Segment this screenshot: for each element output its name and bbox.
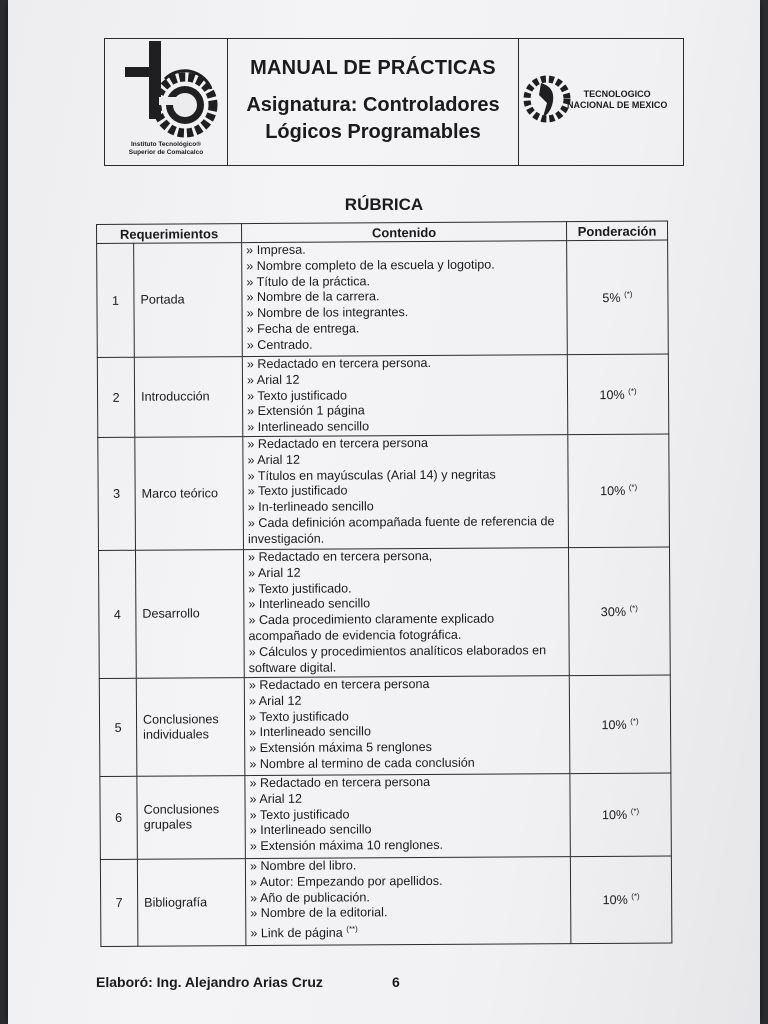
content-item [247,371,563,389]
table-row [97,240,669,357]
content-item [249,708,565,726]
row-requirement: Conclusiones individuales [136,678,245,777]
content-item [248,514,564,548]
row-content [245,857,571,946]
content-item [250,857,566,875]
content-item [246,257,562,275]
row-number: 3 [98,437,136,550]
row-weight [567,354,668,435]
header-content: Contenido [242,222,567,243]
content-item [249,739,565,757]
content-item [247,403,563,421]
rubric-body [97,240,672,946]
content-item-text: Extensión máxima 10 renglones. [260,838,444,854]
weight-value: 30% [600,604,627,620]
content-item-text: Redactado en tercera persona. [257,355,432,372]
row-number: 5 [99,678,137,776]
content-item [248,611,564,645]
weight-value: 10% [600,484,626,499]
content-item-text: Año de publicación. [259,889,370,905]
content-item [247,304,563,322]
content-item-text: Link de página [260,925,343,941]
content-item-text: Arial 12 [256,372,300,387]
table-row [98,547,670,678]
content-item-text: Texto justificado. [258,581,352,596]
content-item [250,873,566,891]
manual-title: MANUAL DE PRÁCTICAS [250,57,496,79]
content-item [247,355,563,373]
row-weight [569,675,671,774]
itsc-name-line1: Instituto Tecnológico® [130,141,202,148]
content-item [248,548,564,566]
content-item-text: Nombre de los integrantes. [257,305,409,321]
content-item-text: Arial 12 [257,565,301,580]
itsc-name-line2: Superior de Comalcalco [128,149,204,156]
content-item-text: Cálculos y procedimientos analíticos elaborados en software digital. [248,643,547,675]
content-item [247,435,563,453]
content-item [250,905,566,923]
content-item [248,498,564,516]
table-row [98,434,670,550]
header-weight: Ponderación [566,221,667,241]
weight-footnote-mark: (*) [630,716,639,726]
subject-line-2: Lógicos Programables [265,121,481,143]
content-item [246,289,562,307]
row-content [242,241,568,357]
table-row [100,773,671,859]
weight-value: 10% [599,387,625,403]
weight-footnote-mark: (*) [629,603,638,613]
content-item [249,692,565,710]
content-item-text: Arial 12 [259,791,303,806]
content-item-text: Nombre del libro. [260,858,357,874]
content-item-text: Texto justificado [259,807,350,822]
document-page [8,0,760,1024]
row-requirement: Desarrollo [135,550,244,679]
content-item-text: Interlineado sencillo [258,596,371,612]
document-header [104,38,684,166]
tecnm-logo [519,39,683,165]
content-item [247,467,563,485]
content-item [250,920,566,942]
content-item-text: Impresa. [256,242,306,258]
weight-footnote-mark: (*) [631,892,640,902]
row-requirement: Conclusiones grupales [137,776,246,860]
content-item-text: Centrado. [257,337,313,352]
content-item-text: Interlineado sencillo [257,419,370,435]
content-item-text: Redactado en tercera persona, [258,548,433,565]
subject-line-1: Asignatura: Controladores [246,94,500,116]
content-item [249,790,565,808]
weight-footnote-mark: (*) [628,483,638,493]
weight-footnote-mark: (*) [624,289,633,299]
row-weight [567,240,669,355]
content-item [247,320,563,338]
content-item [250,889,566,907]
content-item-text: Nombre al termino de cada conclusión [259,755,475,771]
row-content [243,435,569,550]
header-requirements: Requerimientos [97,224,242,244]
weight-value: 10% [602,893,628,908]
content-item [246,241,562,259]
content-item [247,418,563,436]
tecnm-name-line1: TECNOLOGICO [583,89,651,99]
table-row [97,354,668,437]
content-item-text: Nombre de la editorial. [260,905,388,921]
tecnm-gear-icon [523,61,573,141]
row-number: 6 [100,776,138,859]
row-content [242,355,567,437]
page-number: 6 [392,974,400,990]
content-item [250,837,566,855]
row-number: 4 [98,550,136,678]
content-item-text: Título de la práctica. [256,273,371,289]
table-row [99,675,671,776]
content-item-text: Extensión 1 página [257,403,365,419]
content-item [247,336,563,354]
weight-value: 10% [601,808,628,823]
content-item [250,822,566,840]
content-item-text: Texto justificado [259,709,349,724]
row-requirement: Portada [134,243,243,358]
weight-value: 10% [601,717,627,733]
itsc-logo [105,39,228,165]
row-requirement: Bibliografía [137,859,246,947]
content-item [247,387,563,405]
content-item [248,564,564,582]
content-item-text: Cada procedimiento claramente explicado acompañado de evidencia fotográfica. [248,611,495,644]
content-item [248,596,564,614]
content-item [249,676,565,694]
content-item [249,724,565,742]
row-number: 1 [97,243,135,357]
content-item-text: Títulos en mayúsculas (Arial 14) y negritas [257,467,496,483]
row-weight [570,856,672,944]
content-item-text: Arial 12 [257,452,301,467]
weight-value: 5% [602,290,621,306]
content-item-text: Texto justificado [257,483,348,499]
weight-footnote-mark: (*) [628,386,637,396]
weight-footnote-mark: (*) [630,807,640,817]
content-item [249,774,565,792]
row-number: 2 [97,357,134,437]
content-item-text: Extensión máxima 5 renglones [259,740,432,756]
content-item-text: Nombre completo de la escuela y logotipo. [256,257,495,273]
content-item-text: Interlineado sencillo [260,822,372,838]
content-item-text: Cada definición acompañada fuente de referencia de investigación. [247,514,555,546]
content-item [250,806,566,824]
content-item [249,755,565,773]
row-content [245,774,571,859]
row-content [244,676,570,776]
row-weight [570,773,672,857]
row-content [243,548,569,678]
content-item-text: Texto justificado [257,388,347,403]
content-item [249,643,565,677]
row-weight [568,434,670,548]
content-item [248,483,564,501]
content-item [247,451,563,469]
table-row [100,856,672,946]
row-number: 7 [100,859,138,946]
content-item [248,580,564,598]
footer-author: Elaboró: Ing. Alejandro Arias Cruz [96,974,323,990]
rubric-title: RÚBRICA [344,195,424,214]
content-item-text: Redactado en tercera persona [259,774,431,791]
footnote-mark: (**) [346,924,358,934]
content-item-text: Autor: Empezando por apellidos. [259,873,443,889]
row-requirement: Introducción [134,357,242,438]
content-item [246,273,562,291]
itsc-emblem-icon [105,39,225,139]
content-item-text: Redactado en tercera persona [257,435,429,452]
row-weight [568,547,670,676]
content-item-text: Fecha de entrega. [257,321,360,337]
content-item-text: In-terlineado sencillo [258,499,374,515]
rubric-table [96,221,672,947]
content-item-text: Nombre de la carrera. [256,289,380,305]
content-item-text: Arial 12 [258,693,302,708]
tecnm-name-line2: NACIONAL DE MEXICO [567,100,668,110]
row-requirement: Marco teórico [135,437,244,551]
subject-title [228,92,518,146]
content-item-text: Interlineado sencillo [259,724,371,740]
content-item-text: Redactado en tercera persona [259,676,430,693]
